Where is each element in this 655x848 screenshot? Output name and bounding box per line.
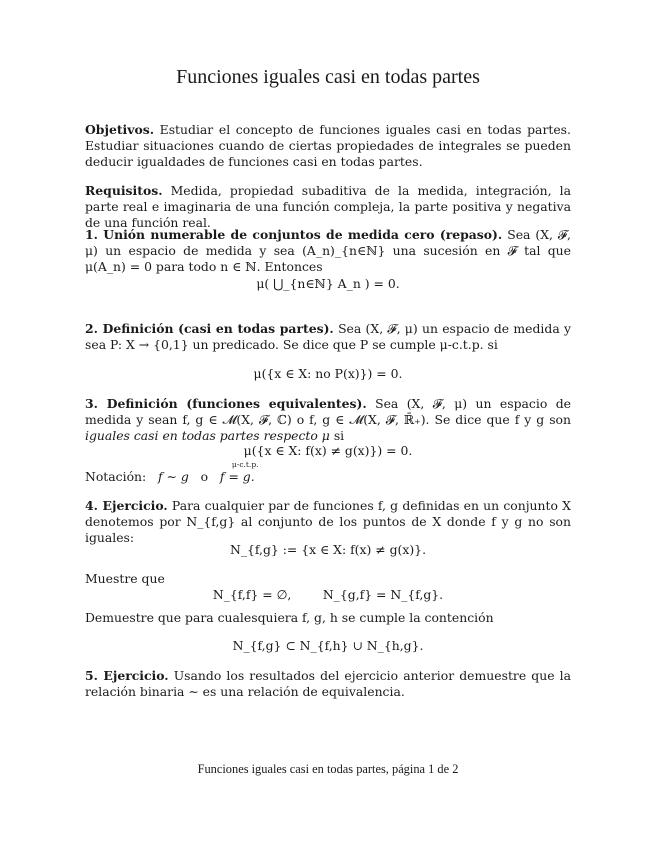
item4-muestre: Muestre que	[85, 571, 165, 586]
notation-or: o	[200, 469, 209, 484]
item2-text: Sea (X, 𝓕, μ) un espacio de medida y sea P: X → {0,1} un predicado. Se dice que P se cumple μ-c.t.p. si	[85, 321, 571, 352]
notation-label: Notación:	[85, 469, 147, 484]
objetivos-label: Objetivos.	[85, 122, 155, 137]
page-title: Funciones iguales casi en todas partes	[176, 66, 480, 88]
notation-over: μ-c.t.p.	[231, 460, 259, 469]
notation-a: f ∼ g	[158, 469, 189, 484]
item5-label: 5. Ejercicio.	[85, 668, 169, 683]
objetivos-text: Estudiar el concepto de funciones iguales casi en todas partes. Estudiar situaciones cuando de ciertas propiedades de integrales se pueden deducir igualdades de funciones casi en todas partes.	[85, 122, 571, 169]
item4-formula2	[85, 587, 571, 602]
item-4	[85, 498, 571, 546]
item-1	[85, 227, 571, 275]
item-2	[85, 321, 571, 353]
item3-notation	[85, 460, 571, 484]
item4-demuestre: Demuestre que para cualesquiera f, g, h se cumple la contención	[85, 610, 494, 625]
item3-label: 3. Definición (funciones equivalentes).	[85, 396, 367, 411]
item4-formula2b: N_{g,f} = N_{f,g}.	[322, 587, 444, 602]
item5-text: Usando los resultados del ejercicio anterior demuestre que la relación binaria ∼ es una relación de equivalencia.	[85, 668, 571, 699]
page-footer: Funciones iguales casi en todas partes, página 1 de 2	[197, 762, 459, 776]
item3-text-a: Sea (X, 𝓕, μ) un espacio de medida y sean f, g ∈ 𝓜(X, 𝓕, ℂ) o f, g ∈ 𝓜(X, 𝓕, ℝ̄₊). Se dice que f y g son	[85, 396, 571, 427]
objetivos-paragraph	[85, 122, 571, 170]
item4-formula2a: N_{f,f} = ∅,	[212, 587, 292, 602]
item-5	[85, 668, 571, 700]
item1-text: Sea (X, 𝓕, μ) un espacio de medida y sea (A_n)_{n∈ℕ} una sucesión en 𝓕 tal que μ(A_n) = 0 para todo n ∈ ℕ. Entonces	[85, 227, 571, 274]
item4-formula3: N_{f,g} ⊂ N_{f,h} ∪ N_{h,g}.	[232, 638, 424, 653]
item4-text: Para cualquier par de funciones f, g definidas en un conjunto X denotemos por N_{f,g} al conjunto de los puntos de X donde f y g no son iguales:	[85, 498, 571, 545]
item4-formula1: N_{f,g} := {x ∈ X: f(x) ≠ g(x)}.	[229, 542, 427, 557]
item1-label: 1. Unión numerable de conjuntos de medida cero (repaso).	[85, 227, 503, 242]
item2-label: 2. Definición (casi en todas partes).	[85, 321, 334, 336]
item1-formula: μ( ⋃_{n∈ℕ} A_n ) = 0.	[256, 276, 400, 291]
item2-formula: μ({x ∈ X: no P(x)}) = 0.	[253, 366, 403, 381]
item4-label: 4. Ejercicio.	[85, 498, 168, 513]
item3-emph: iguales casi en todas partes respecto μ	[85, 428, 330, 443]
requisitos-paragraph	[85, 183, 571, 231]
item3-text-b: si	[333, 428, 345, 443]
notation-b: f = g.	[219, 469, 255, 484]
requisitos-label: Requisitos.	[85, 183, 163, 198]
item3-formula: μ({x ∈ X: f(x) ≠ g(x)}) = 0.	[243, 443, 413, 458]
requisitos-text: Medida, propiedad subaditiva de la medida, integración, la parte real e imaginaria de una función compleja, la parte positiva y negativa de una función real.	[85, 183, 571, 230]
item-3	[85, 396, 571, 444]
